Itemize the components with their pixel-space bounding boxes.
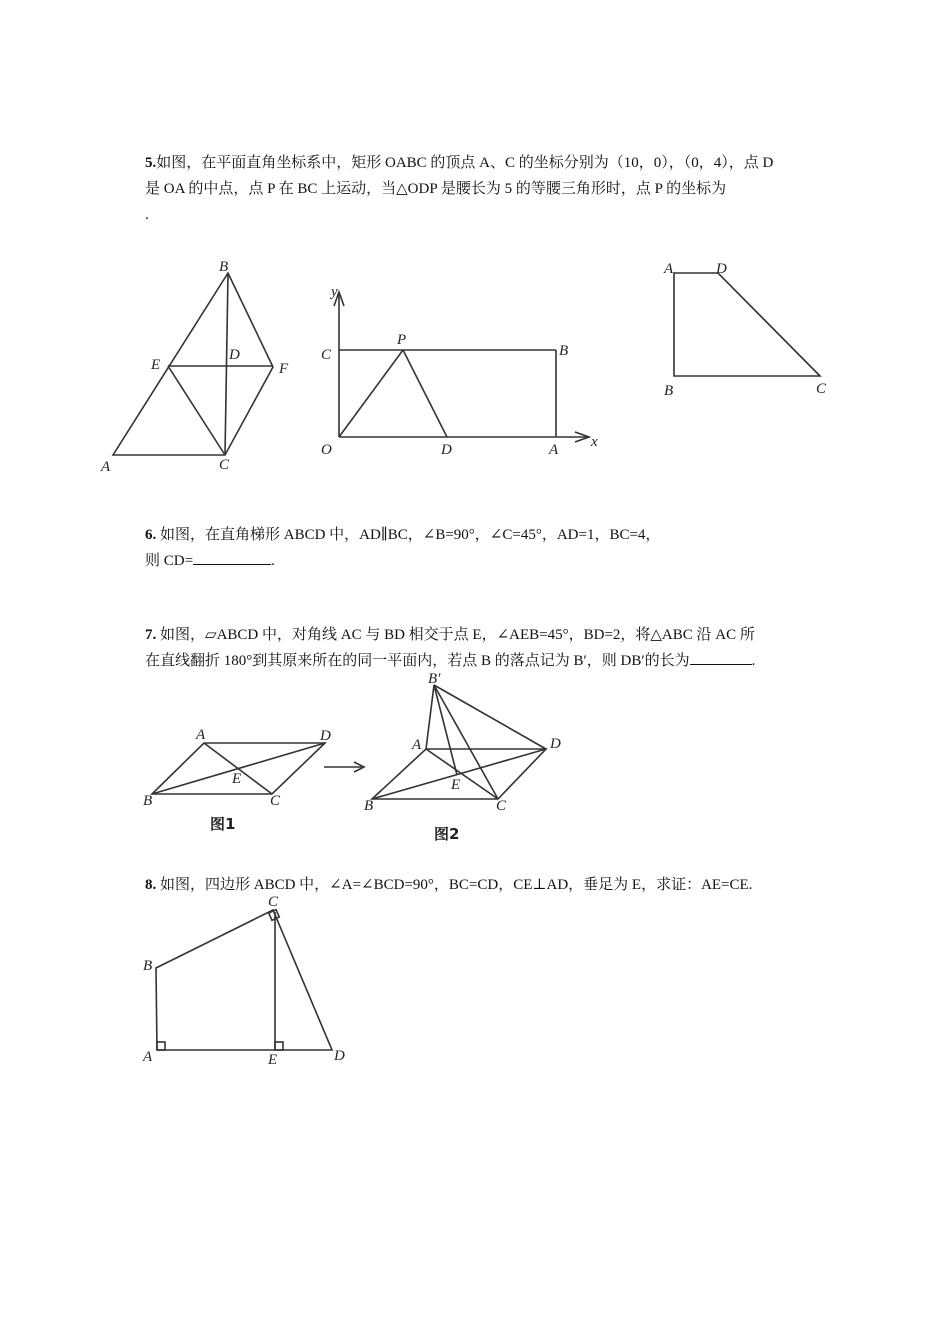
segment-bp-d bbox=[434, 685, 546, 749]
label-d: D bbox=[441, 442, 452, 458]
label-d: D bbox=[229, 347, 240, 363]
label-c: C bbox=[321, 347, 332, 363]
quadrilateral-outline bbox=[156, 910, 332, 1050]
label-d: D bbox=[716, 261, 727, 277]
label-f: F bbox=[279, 361, 289, 377]
trapezoid-figure bbox=[660, 255, 840, 405]
label-x: x bbox=[591, 434, 598, 450]
label-a: A bbox=[412, 737, 422, 753]
label-o: O bbox=[321, 442, 332, 458]
label-p: P bbox=[397, 332, 407, 348]
label-a: A bbox=[101, 459, 111, 475]
label-b: B bbox=[559, 343, 569, 359]
right-angle-mark-a bbox=[157, 1042, 165, 1050]
segment-bp-e bbox=[434, 685, 457, 775]
question-8-text: 如图，四边形 ABCD 中，∠A=∠BCD=90°，BC=CD，CE⊥AD，垂足为 E，求证：AE=CE. bbox=[156, 877, 753, 893]
rhombus-outline bbox=[113, 273, 273, 455]
label-a: A bbox=[549, 442, 559, 458]
coordinate-rectangle-figure bbox=[315, 280, 605, 460]
label-c: C bbox=[496, 798, 507, 814]
label-c: C bbox=[219, 457, 230, 473]
question-7-line-2-suffix: . bbox=[751, 653, 756, 669]
label-a: A bbox=[143, 1049, 153, 1065]
folded-parallelogram-figure-2 bbox=[358, 665, 568, 815]
segment-bp-a bbox=[426, 685, 434, 749]
question-6-line-2-prefix: 则 CD= bbox=[145, 553, 194, 569]
figure-1-caption: 图1 bbox=[210, 815, 236, 833]
label-e: E bbox=[451, 777, 461, 793]
question-5 bbox=[145, 150, 815, 228]
question-6-number: 6. bbox=[145, 527, 157, 543]
question-5-number: 5. bbox=[145, 155, 157, 171]
question-8-number: 8. bbox=[145, 877, 157, 893]
segment-bc bbox=[225, 273, 228, 455]
label-y: y bbox=[331, 284, 338, 300]
parallelogram-symbol: ▱ bbox=[205, 627, 217, 643]
rhombus-figure bbox=[95, 255, 305, 480]
question-5-line-1: 如图，在平面直角坐标系中，矩形 OABC 的顶点 A、C 的坐标分别为（10，0），（0，4），点 D bbox=[156, 155, 774, 171]
label-e: E bbox=[268, 1052, 278, 1068]
question-6 bbox=[145, 522, 815, 574]
question-6-line-1: 如图，在直角梯形 ABCD 中，AD∥BC，∠B=90°，∠C=45°，AD=1，BC=4， bbox=[156, 527, 661, 543]
question-5-line-3: . bbox=[145, 207, 149, 223]
label-c: C bbox=[268, 894, 279, 910]
label-d: D bbox=[550, 736, 561, 752]
label-d: D bbox=[334, 1048, 345, 1064]
right-angle-mark-e bbox=[275, 1042, 283, 1050]
question-5-line-2: 是 OA 的中点，点 P 在 BC 上运动，当△ODP 是腰长为 5 的等腰三角形时，点 P 的坐标为 bbox=[145, 181, 727, 197]
label-b: B bbox=[664, 383, 674, 399]
quadrilateral-figure bbox=[140, 890, 360, 1075]
question-7-number: 7. bbox=[145, 627, 157, 643]
label-e: E bbox=[232, 771, 242, 787]
label-b: B bbox=[143, 958, 153, 974]
label-b: B bbox=[143, 793, 153, 809]
question-6-line-2-suffix: . bbox=[271, 553, 275, 569]
answer-blank-6[interactable] bbox=[193, 548, 271, 565]
segment-ec bbox=[168, 366, 225, 455]
label-b: B bbox=[364, 798, 374, 814]
question-7-line-2-prefix: 在直线翻折 180°到其原来所在的同一平面内，若点 B 的落点记为 B′，则 DB′的长为 bbox=[145, 653, 690, 669]
label-c: C bbox=[816, 381, 827, 397]
segment-pd bbox=[403, 350, 447, 437]
label-b: B bbox=[219, 259, 229, 275]
figure-2-caption: 图2 bbox=[434, 825, 460, 843]
label-e: E bbox=[151, 357, 161, 373]
segment-bp-c bbox=[434, 685, 498, 799]
segment-op bbox=[339, 350, 403, 437]
label-c: C bbox=[270, 793, 281, 809]
answer-blank-7[interactable] bbox=[690, 648, 752, 665]
label-a: A bbox=[664, 261, 674, 277]
trapezoid-outline bbox=[674, 273, 820, 376]
parallelogram-figure-1 bbox=[140, 725, 340, 815]
label-b-prime: B′ bbox=[428, 671, 441, 687]
diagonal-ac bbox=[426, 749, 498, 799]
question-7-line-1a: 如图， bbox=[156, 627, 206, 643]
label-a: A bbox=[196, 727, 206, 743]
label-d: D bbox=[320, 728, 331, 744]
question-7-line-1b: ABCD 中，对角线 AC 与 BD 相交于点 E，∠AEB=45°，BD=2，将△ABC 沿 AC 所 bbox=[216, 627, 755, 643]
